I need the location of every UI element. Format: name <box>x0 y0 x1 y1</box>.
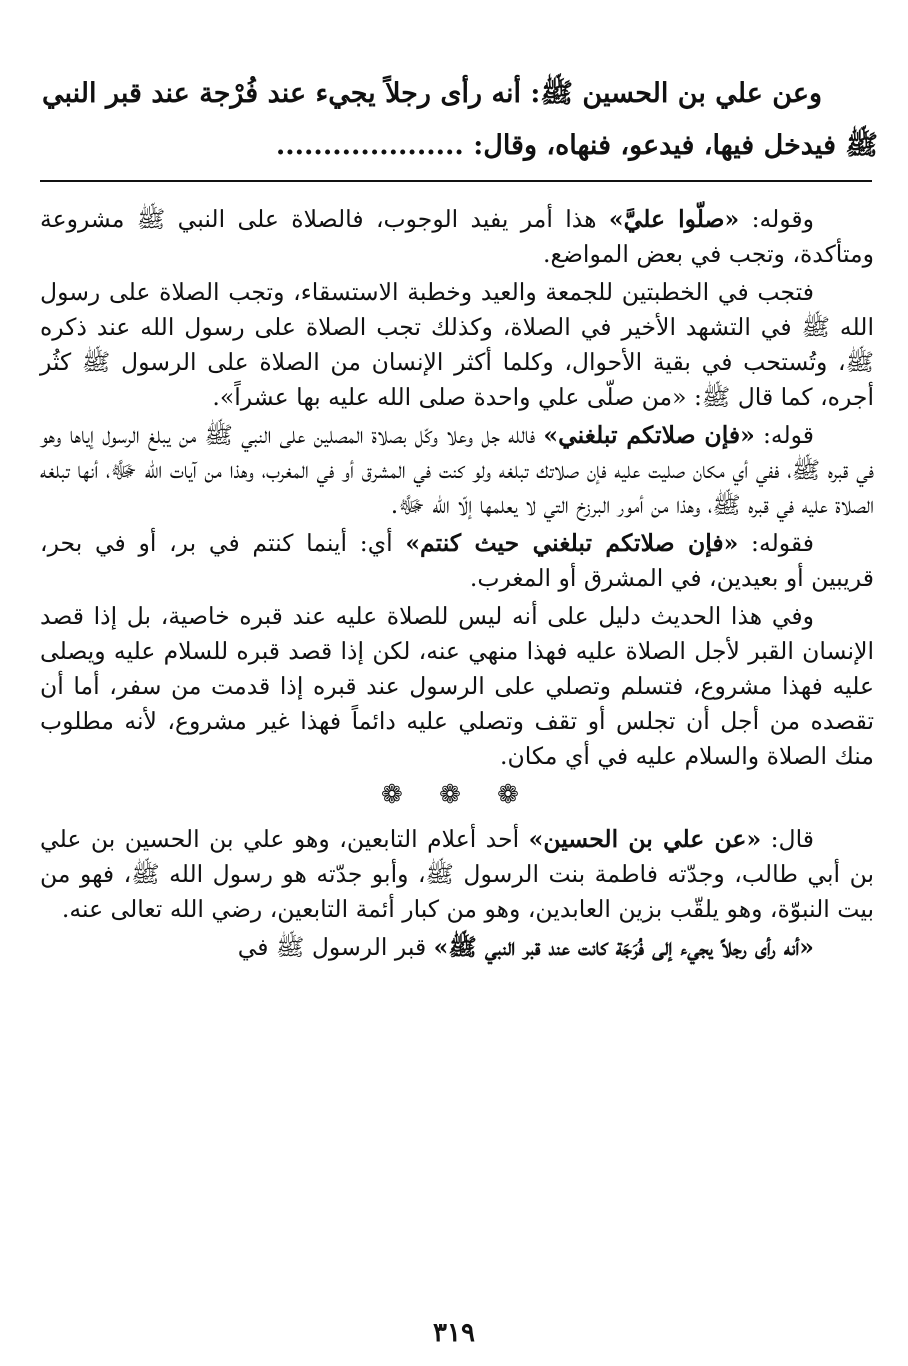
commentary-paragraph <box>40 526 874 596</box>
quoted-phrase: «صلّوا عليَّ» <box>608 205 740 233</box>
commentary-body <box>40 202 874 968</box>
commentary-paragraph <box>40 418 874 523</box>
quoted-phrase: «أنه رأى رجلاً يجيء إلى فُرَجَة كانت عند قبر النبي ﷺ» <box>433 933 814 961</box>
separator-line <box>40 180 872 182</box>
commentary-paragraph <box>40 599 874 774</box>
paragraph-text: هذا أمر يفيد الوجوب، فالصلاة على النبي ﷺ مشروعة ومتأكدة، وتجب في بعض المواضع. <box>40 205 874 268</box>
commentary-paragraph <box>40 822 874 927</box>
paragraph-lead: قال: <box>761 825 815 853</box>
paragraph-lead: وقوله: <box>739 205 814 233</box>
hadith-continuation-dots: .................... <box>275 130 464 161</box>
paragraph-text: قبر الرسول ﷺ في <box>237 933 434 961</box>
quoted-phrase: «عن علي بن الحسين» <box>528 825 762 853</box>
commentary-paragraph <box>40 275 874 415</box>
paragraph-text: أحد أعلام التابعين، وهو علي بن الحسين بن علي بن أبي طالب، وجدّته فاطمة بنت الرسول ﷺ، وأبو جدّته هو رسول الله ﷺ، فهو من بيت النبوّة، وهو يلقّب بزين العابدين، وهو من كبار أئمة التابعين، رضي الله تعالى عنه. <box>40 825 874 923</box>
paragraph-text: فالله جل وعلا وكّل بصلاة المصلين على النبي ﷺ من يبلغ الرسول إياها وهو في قبره ﷺ، ففي أي مكان صليت عليه فإن صلاتك تبلغه ولو كنت في المشرق أو في المغرب، وهذا من آيات الله ﷻ، أنها تبلغه الصلاة عليه في قبره ﷺ، وهذا من أمور البرزخ التي لا يعلمها إلّا الله ﷻ. <box>40 421 874 519</box>
commentary-paragraph <box>40 202 874 272</box>
hadith-text: وعن علي بن الحسين ﷺ: أنه رأى رجلاً يجيء عند فُرْجة عند قبر النبي ﷺ فيدخل فيها، فيدعو، فنهاه، وقال: <box>42 78 878 161</box>
paragraph-lead: قوله: <box>754 421 815 449</box>
quoted-phrase: «فإن صلاتكم تبلغني» <box>543 421 755 449</box>
section-ornament: ❁ ❁ ❁ <box>381 780 533 810</box>
paragraph-text: وفي هذا الحديث دليل على أنه ليس للصلاة عليه عند قبره خاصية، بل إذا قصد الإنسان القبر لأجل الصلاة عليه فهذا منهي عنه، لكن إذا قصد قبره للسلام عليه ويصلى عليه فهذا مشروع، فتسلم وتصلي على الرسول عند قبره إذا قدمت من سفر، أما أن تقصده من أجل أن تجلس أو تقف وتصلي عليه دائماً فهذا غير مشروع، لأنه مطلوب منك الصلاة والسلام عليه في أي مكان. <box>40 602 874 770</box>
paragraph-text: فتجب في الخطبتين للجمعة والعيد وخطبة الاستسقاء، وتجب الصلاة على رسول الله ﷺ في التشهد الأخير في الصلاة، وكذلك تجب الصلاة على رسول الله عند ذكره ﷺ، وتُستحب في بقية الأحوال، وكلما أكثر الإنسان من الصلاة على الرسول ﷺ كثُر أجره، كما قال ﷺ: «من صلّى علي واحدة صلى الله عليه بها عشراً». <box>40 278 874 411</box>
commentary-paragraph <box>40 930 874 965</box>
quoted-phrase: «فإن صلاتكم تبلغني حيث كنتم» <box>405 529 739 557</box>
page-number: ٣١٩ <box>433 1318 475 1348</box>
paragraph-text: أي: أينما كنتم في بر، أو في بحر، قريبين أو بعيدين، في المشرق أو المغرب. <box>40 529 874 592</box>
hadith-text-block <box>42 68 878 172</box>
paragraph-lead: فقوله: <box>738 529 814 557</box>
